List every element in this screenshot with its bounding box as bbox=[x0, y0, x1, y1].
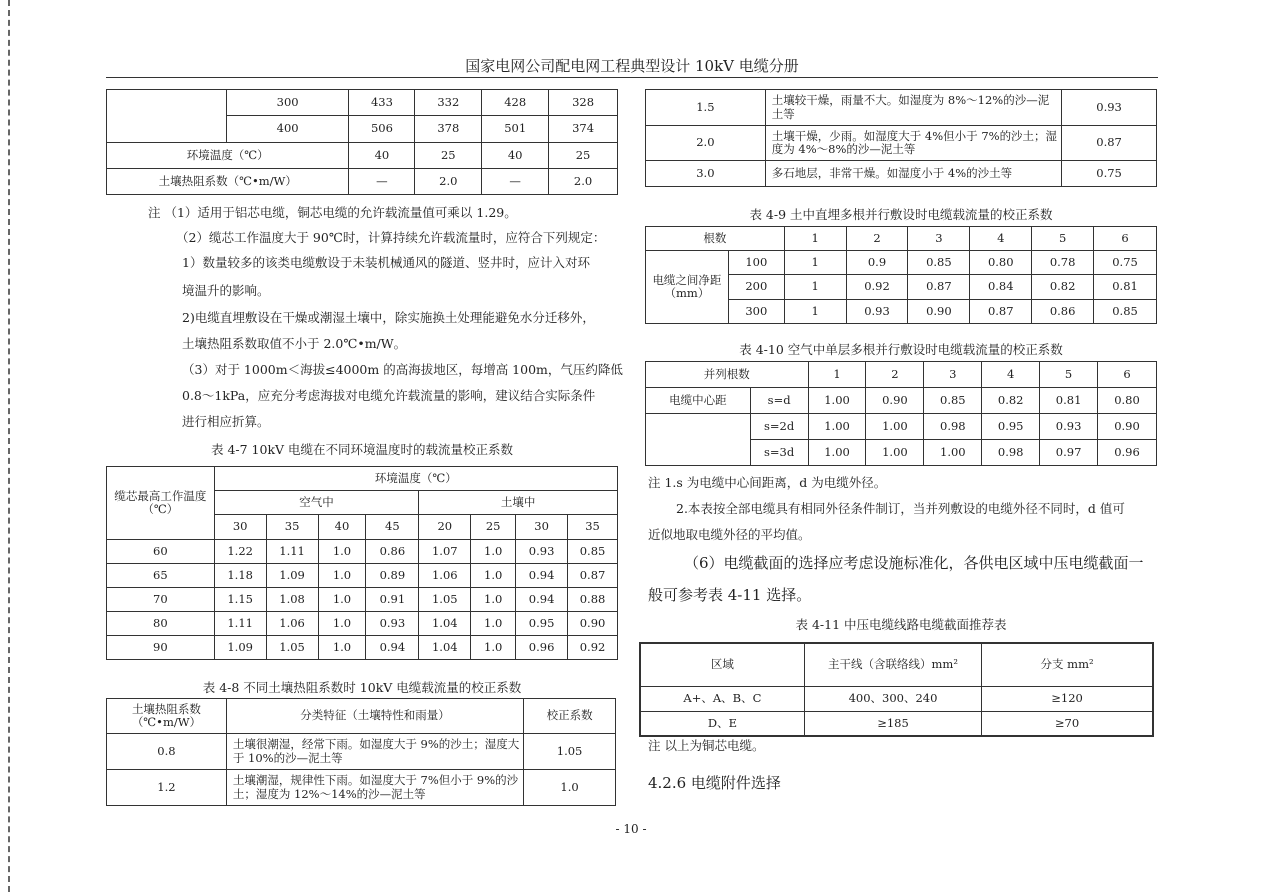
note-line: 1）数量较多的该类电缆敷设于未装机械通风的隧道、竖井时，应计入对环 bbox=[182, 255, 590, 270]
table-cell: 1.04 bbox=[419, 636, 471, 660]
table-4-8-continued bbox=[645, 89, 1157, 187]
table-caption: 表 4-8 不同土壤热阻系数时 10kV 电缆载流量的校正系数 bbox=[202, 680, 522, 695]
table-row bbox=[107, 540, 618, 564]
table-cell: 1.0 bbox=[318, 612, 366, 636]
table-cell: 1.0 bbox=[318, 636, 366, 660]
table-row: 空气中 土壤中 bbox=[107, 491, 618, 515]
table-top-left bbox=[106, 89, 618, 195]
table-row bbox=[107, 636, 618, 660]
page-header: 国家电网公司配电网工程典型设计 10kV 电缆分册 bbox=[465, 57, 799, 75]
table-caption: 表 4-10 空气中单层多根并行敷设时电缆载流量的校正系数 bbox=[739, 342, 1063, 357]
table-cell: 1.11 bbox=[266, 540, 318, 564]
table-cell: 1.22 bbox=[214, 540, 266, 564]
table-cell: 1.18 bbox=[214, 564, 266, 588]
table-row: 300 433 332 428 328 bbox=[107, 90, 618, 116]
table-caption: 表 4-11 中压电缆线路电缆截面推荐表 bbox=[795, 617, 1007, 632]
table-cell: 65 bbox=[107, 564, 215, 588]
table-row: 电缆中心距 s=d 1.00 0.90 0.85 0.82 0.81 0.80 bbox=[646, 388, 1157, 414]
table-row: s=2d 1.00 1.00 0.98 0.95 0.93 0.90 bbox=[646, 414, 1157, 440]
table-cell: 1.0 bbox=[471, 636, 516, 660]
note-line: 近似地取电缆外径的平均值。 bbox=[648, 527, 811, 542]
table-row: 并列根数 1 2 3 4 5 6 bbox=[646, 362, 1157, 388]
table-caption: 表 4-9 土中直埋多根并行敷设时电缆载流量的校正系数 bbox=[749, 207, 1053, 222]
table-row: 1.5 土壤较干燥，雨量不大。如湿度为 8%～12%的沙—泥土等 0.93 bbox=[646, 90, 1157, 126]
note-line: （2）缆芯工作温度大于 90℃时，计算持续允许载流量时，应符合下列规定： bbox=[176, 230, 606, 245]
table-cell: 1.07 bbox=[419, 540, 471, 564]
table-row: 3.0 多石地层，非常干燥。如湿度小于 4%的沙土等 0.75 bbox=[646, 161, 1157, 187]
table-cell: 0.88 bbox=[568, 588, 618, 612]
table-row: 1.2 土壤潮湿，规律性下雨。如湿度大于 7%但小于 9%的沙土；湿度为 12%～14%的沙—泥土等 1.0 bbox=[107, 770, 616, 806]
table-cell: 1.0 bbox=[471, 588, 516, 612]
table-cell: 0.95 bbox=[516, 612, 568, 636]
note-line: 2.本表按全部电缆具有相同外径条件制订，当并列敷设的电缆外径不同时，d 值可 bbox=[676, 501, 1125, 516]
table-cell: 0.89 bbox=[366, 564, 419, 588]
table-cell: 1.15 bbox=[214, 588, 266, 612]
table-cell: 0.90 bbox=[568, 612, 618, 636]
table-cell: 1.06 bbox=[419, 564, 471, 588]
table-row: 区域 主干线（含联络线）mm² 分支 mm² bbox=[640, 643, 1153, 686]
table-row: D、E ≥185 ≥70 bbox=[640, 711, 1153, 736]
table-row bbox=[107, 588, 618, 612]
table-cell: 1.09 bbox=[214, 636, 266, 660]
header-rule bbox=[106, 77, 1158, 78]
table-cell: 1.04 bbox=[419, 612, 471, 636]
table-cell: 0.94 bbox=[366, 636, 419, 660]
table-row: 2.0 土壤干燥，少雨。如湿度大于 4%但小于 7%的沙土；湿度为 4%～8%的沙—泥土等 0.87 bbox=[646, 126, 1157, 161]
table-4-7 bbox=[106, 466, 618, 660]
table-cell: 0.92 bbox=[568, 636, 618, 660]
note-line: 境温升的影响。 bbox=[182, 283, 270, 298]
table-row: A+、A、B、C 400、300、240 ≥120 bbox=[640, 686, 1153, 711]
table-4-8 bbox=[106, 698, 616, 806]
table-row: 30 35 40 45 20 25 30 35 bbox=[107, 515, 618, 540]
table-row bbox=[107, 564, 618, 588]
table-cell: 0.93 bbox=[366, 612, 419, 636]
table-cell: 60 bbox=[107, 540, 215, 564]
table-cell: 90 bbox=[107, 636, 215, 660]
table-cell: 1.05 bbox=[266, 636, 318, 660]
table-cell: 0.87 bbox=[568, 564, 618, 588]
table-cell: 1.0 bbox=[471, 564, 516, 588]
note-line: 2)电缆直埋敷设在干燥或潮湿土壤中，除实施换土处理能避免水分迁移外， bbox=[182, 310, 595, 325]
table-row: 0.8 土壤很潮湿，经常下雨。如湿度大于 9%的沙土；湿度大于 10%的沙—泥土等 1.05 bbox=[107, 734, 616, 770]
table-row: 缆芯最高工作温度（℃） 环境温度（℃） bbox=[107, 467, 618, 491]
table-row: s=3d 1.00 1.00 1.00 0.98 0.97 0.96 bbox=[646, 440, 1157, 466]
table-cell: 0.85 bbox=[568, 540, 618, 564]
note-line: 注 （1）适用于铝芯电缆，铜芯电缆的允许载流量值可乘以 1.29。 bbox=[148, 205, 517, 220]
table-row bbox=[107, 612, 618, 636]
table-4-11 bbox=[639, 642, 1154, 737]
table-cell: 1.0 bbox=[318, 588, 366, 612]
table-cell: 0.86 bbox=[366, 540, 419, 564]
table-row: 土壤热阻系数（℃•m/W） — 2.0 — 2.0 bbox=[107, 169, 618, 195]
table-cell: 70 bbox=[107, 588, 215, 612]
table-cell: 80 bbox=[107, 612, 215, 636]
table-row: 根数 1 2 3 4 5 6 bbox=[646, 227, 1157, 251]
note-line: 0.8～1kPa，应充分考虑海拔对电缆允许载流量的影响，建议结合实际条件 bbox=[182, 388, 596, 403]
table-caption: 表 4-7 10kV 电缆在不同环境温度时的载流量校正系数 bbox=[210, 442, 514, 457]
table-cell: 0.94 bbox=[516, 588, 568, 612]
note-line: 进行相应折算。 bbox=[182, 414, 270, 429]
table-cell: 1.0 bbox=[471, 612, 516, 636]
page-number: - 10 - bbox=[615, 822, 647, 836]
paragraph-line: 般可参考表 4-11 选择。 bbox=[648, 586, 812, 604]
table-cell: 1.05 bbox=[419, 588, 471, 612]
note-line: 土壤热阻系数取值不小于 2.0℃•m/W。 bbox=[182, 336, 407, 351]
table-cell: 0.94 bbox=[516, 564, 568, 588]
table-row: 400 506 378 501 374 bbox=[107, 116, 618, 143]
table-row: 电缆之间净距（mm） 100 1 0.9 0.85 0.80 0.78 0.75 bbox=[646, 251, 1157, 275]
binding-line bbox=[8, 0, 10, 892]
table-cell: 1.0 bbox=[471, 540, 516, 564]
table-4-10 bbox=[645, 361, 1157, 466]
note-line: （3）对于 1000m＜海拔≤4000m 的高海拔地区，每增高 100m，气压约降低 bbox=[182, 362, 623, 377]
paragraph-line: （6）电缆截面的选择应考虑设施标准化，各供电区域中压电缆截面一 bbox=[684, 554, 1144, 572]
section-heading: 4.2.6 电缆附件选择 bbox=[648, 774, 781, 792]
table-cell: 1.09 bbox=[266, 564, 318, 588]
table-row: 环境温度（℃） 40 25 40 25 bbox=[107, 143, 618, 169]
note-line: 注 以上为铜芯电缆。 bbox=[648, 738, 765, 753]
table-row: 土壤热阻系数（℃•m/W） 分类特征（土壤特性和雨量） 校正系数 bbox=[107, 699, 616, 734]
table-row: 200 1 0.92 0.87 0.84 0.82 0.81 bbox=[646, 275, 1157, 300]
table-cell: 1.0 bbox=[318, 564, 366, 588]
table-cell: 1.08 bbox=[266, 588, 318, 612]
note-line: 注 1.s 为电缆中心间距离，d 为电缆外径。 bbox=[648, 475, 887, 490]
table-cell: 0.96 bbox=[516, 636, 568, 660]
table-4-9 bbox=[645, 226, 1157, 324]
table-row: 300 1 0.93 0.90 0.87 0.86 0.85 bbox=[646, 300, 1157, 324]
table-cell: 0.93 bbox=[516, 540, 568, 564]
table-cell: 1.0 bbox=[318, 540, 366, 564]
table-cell: 1.11 bbox=[214, 612, 266, 636]
table-cell: 0.91 bbox=[366, 588, 419, 612]
table-cell: 1.06 bbox=[266, 612, 318, 636]
